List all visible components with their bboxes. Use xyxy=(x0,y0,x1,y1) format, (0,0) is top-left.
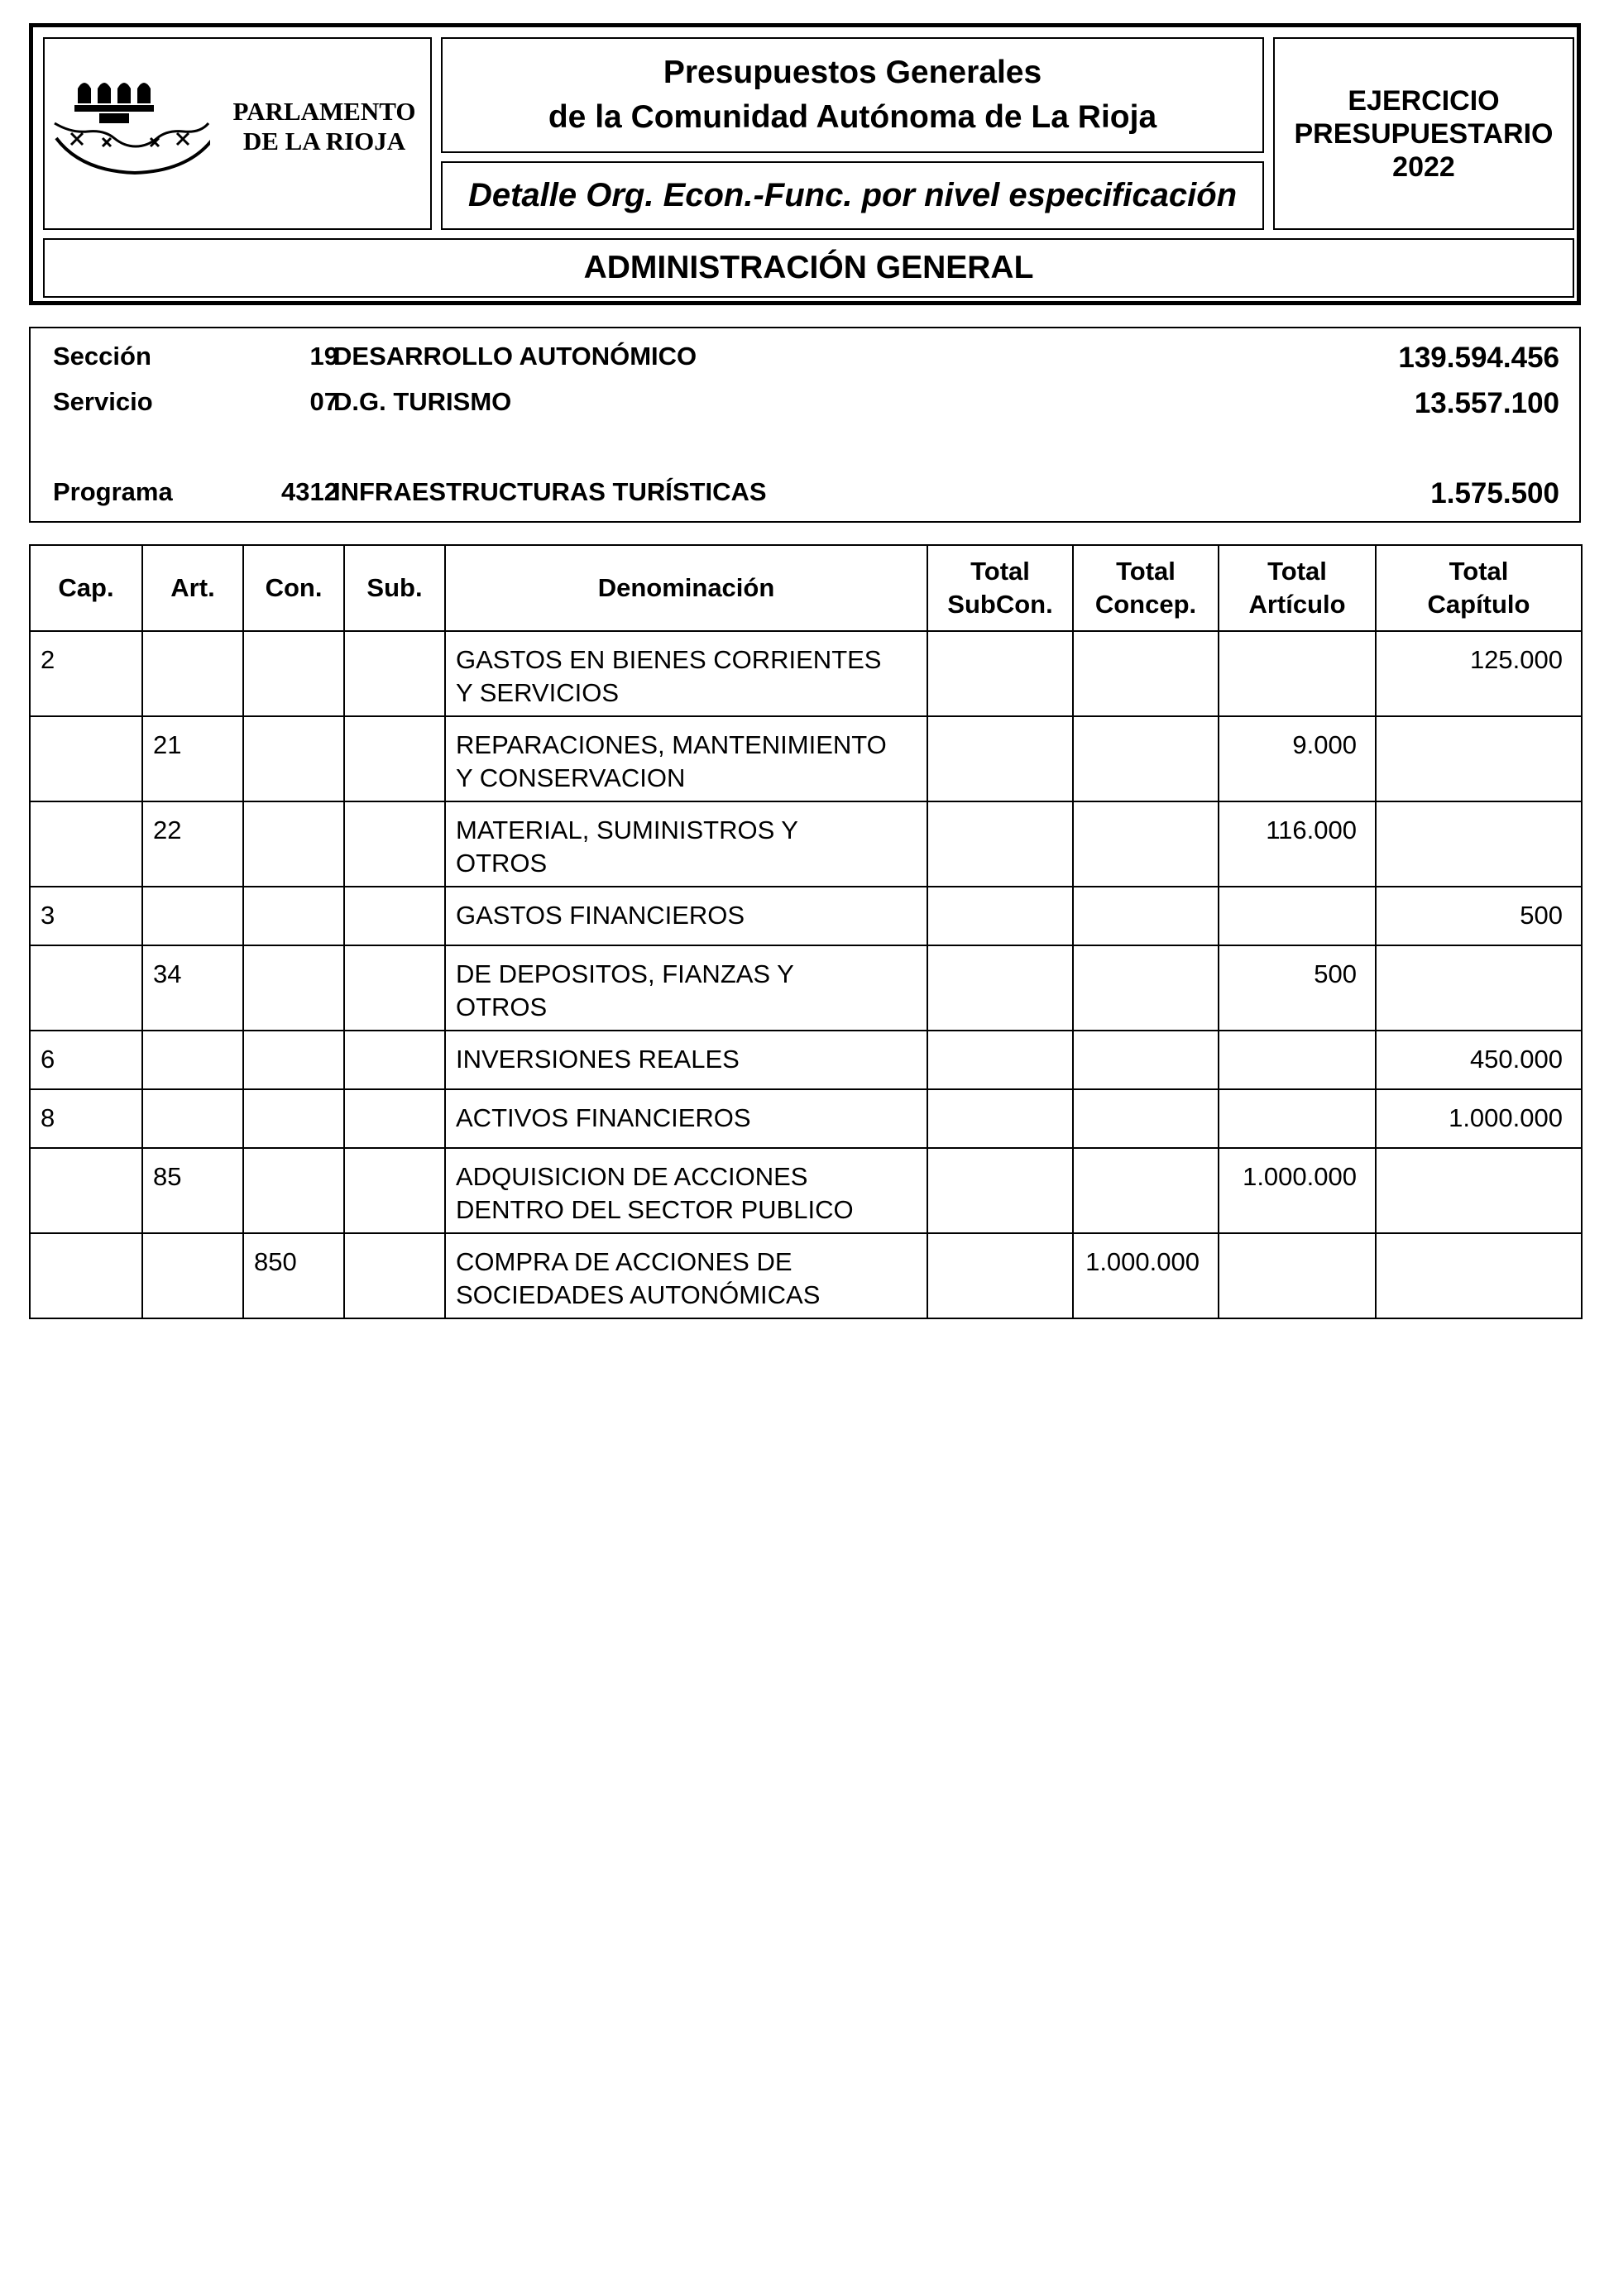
seccion-name: DESARROLLO AUTONÓMICO xyxy=(333,342,697,371)
cell-capitulo xyxy=(1376,801,1582,887)
cell-concep xyxy=(1073,1031,1219,1089)
budget-table xyxy=(29,544,1583,1319)
header-total-capitulo xyxy=(1376,545,1582,631)
table-row xyxy=(30,801,1582,887)
header-total-concep-line2: Concep. xyxy=(1094,590,1197,619)
header-sub: Sub. xyxy=(344,545,445,631)
denominacion-line1: REPARACIONES, MANTENIMIENTO xyxy=(456,730,887,759)
header-total-capitulo-line1: Total xyxy=(1449,557,1509,586)
servicio-row xyxy=(31,387,1579,420)
cell-cap xyxy=(30,801,142,887)
title-line2: de la Comunidad Autónoma de La Rioja xyxy=(548,99,1157,135)
cell-cap xyxy=(30,1148,142,1233)
document-title xyxy=(441,37,1264,153)
section-info xyxy=(29,327,1581,523)
cell-capitulo xyxy=(1376,1148,1582,1233)
cell-sub xyxy=(344,1148,445,1233)
denominacion-line1: DE DEPOSITOS, FIANZAS Y xyxy=(456,959,794,988)
denominacion-line2: OTROS xyxy=(456,849,548,878)
cell-cap xyxy=(30,945,142,1031)
table-row xyxy=(30,1233,1582,1318)
programa-code: 4312 xyxy=(281,477,338,506)
cell-articulo xyxy=(1219,1031,1376,1089)
header-total-articulo-line2: Artículo xyxy=(1248,590,1346,619)
cell-subcon xyxy=(927,945,1073,1031)
cell-con xyxy=(243,887,344,945)
cell-sub xyxy=(344,631,445,716)
denominacion-line1: GASTOS EN BIENES CORRIENTES xyxy=(456,645,882,674)
table-row xyxy=(30,716,1582,801)
cell-capitulo xyxy=(1376,1233,1582,1318)
cell-denominacion xyxy=(445,631,927,716)
servicio-code: 07 xyxy=(309,387,338,416)
cell-articulo: 1.000.000 xyxy=(1219,1148,1376,1233)
cell-cap xyxy=(30,1233,142,1318)
cell-cap: 6 xyxy=(30,1031,142,1089)
document-subtitle: Detalle Org. Econ.-Func. por nivel especificación xyxy=(441,161,1264,230)
year-value: 2022 xyxy=(1392,151,1455,183)
table-row xyxy=(30,887,1582,945)
cell-concep xyxy=(1073,1148,1219,1233)
programa-amount: 1.575.500 xyxy=(1430,477,1559,509)
table-header-row xyxy=(30,545,1582,631)
header-total-subcon xyxy=(927,545,1073,631)
header-total-subcon-line2: SubCon. xyxy=(947,590,1053,619)
cell-subcon xyxy=(927,1233,1073,1318)
cell-concep xyxy=(1073,716,1219,801)
header-total-articulo xyxy=(1219,545,1376,631)
cell-capitulo: 1.000.000 xyxy=(1376,1089,1582,1148)
cell-con xyxy=(243,801,344,887)
cell-sub xyxy=(344,945,445,1031)
cell-art: 22 xyxy=(142,801,243,887)
cell-concep: 1.000.000 xyxy=(1073,1233,1219,1318)
cell-concep xyxy=(1073,887,1219,945)
parlamento-emblem-icon xyxy=(53,72,210,196)
header-cap: Cap. xyxy=(30,545,142,631)
cell-cap: 8 xyxy=(30,1089,142,1148)
header-total-articulo-line1: Total xyxy=(1267,557,1327,586)
cell-articulo xyxy=(1219,887,1376,945)
cell-concep xyxy=(1073,801,1219,887)
denominacion-line2: SOCIEDADES AUTONÓMICAS xyxy=(456,1280,821,1309)
cell-cap: 3 xyxy=(30,887,142,945)
cell-capitulo: 125.000 xyxy=(1376,631,1582,716)
logo-text-line1: PARLAMENTO xyxy=(232,97,416,126)
cell-concep xyxy=(1073,631,1219,716)
cell-subcon xyxy=(927,1031,1073,1089)
servicio-name: D.G. TURISMO xyxy=(333,387,512,416)
cell-con xyxy=(243,1031,344,1089)
cell-sub xyxy=(344,887,445,945)
seccion-code: 19 xyxy=(309,342,338,371)
header-total-concep xyxy=(1073,545,1219,631)
denominacion-line2: Y CONSERVACION xyxy=(456,763,686,792)
title-line1: Presupuestos Generales xyxy=(663,55,1042,90)
cell-articulo xyxy=(1219,631,1376,716)
cell-art: 85 xyxy=(142,1148,243,1233)
denominacion-line2: OTROS xyxy=(456,993,548,1021)
denominacion-line1: COMPRA DE ACCIONES DE xyxy=(456,1247,793,1276)
cell-articulo xyxy=(1219,1233,1376,1318)
cell-denominacion xyxy=(445,716,927,801)
header-con: Con. xyxy=(243,545,344,631)
cell-denominacion xyxy=(445,1089,927,1148)
cell-cap: 2 xyxy=(30,631,142,716)
cell-sub xyxy=(344,1089,445,1148)
administration-title: ADMINISTRACIÓN GENERAL xyxy=(43,238,1574,298)
cell-art: 21 xyxy=(142,716,243,801)
cell-sub xyxy=(344,801,445,887)
cell-sub xyxy=(344,1031,445,1089)
cell-subcon xyxy=(927,1148,1073,1233)
year-label-line1: EJERCICIO xyxy=(1348,84,1500,117)
cell-subcon xyxy=(927,887,1073,945)
logo-box xyxy=(43,37,432,230)
seccion-amount: 139.594.456 xyxy=(1398,342,1559,374)
header-total-capitulo-line2: Capítulo xyxy=(1427,590,1530,619)
cell-art xyxy=(142,887,243,945)
cell-con xyxy=(243,631,344,716)
cell-sub xyxy=(344,1233,445,1318)
cell-denominacion xyxy=(445,1031,927,1089)
servicio-label: Servicio xyxy=(53,387,153,416)
denominacion-line1: GASTOS FINANCIEROS xyxy=(456,901,745,930)
cell-articulo: 9.000 xyxy=(1219,716,1376,801)
table-row xyxy=(30,1089,1582,1148)
cell-art xyxy=(142,631,243,716)
document-header xyxy=(29,23,1581,305)
servicio-amount: 13.557.100 xyxy=(1414,387,1559,419)
header-art: Art. xyxy=(142,545,243,631)
table-row xyxy=(30,1148,1582,1233)
denominacion-line1: MATERIAL, SUMINISTROS Y xyxy=(456,816,798,844)
cell-capitulo: 500 xyxy=(1376,887,1582,945)
cell-art xyxy=(142,1089,243,1148)
cell-art xyxy=(142,1031,243,1089)
cell-subcon xyxy=(927,631,1073,716)
cell-sub xyxy=(344,716,445,801)
cell-articulo: 116.000 xyxy=(1219,801,1376,887)
cell-articulo: 500 xyxy=(1219,945,1376,1031)
year-label-line2: PRESUPUESTARIO xyxy=(1294,117,1554,150)
logo-text xyxy=(217,97,432,156)
cell-denominacion xyxy=(445,801,927,887)
programa-name: INFRAESTRUCTURAS TURÍSTICAS xyxy=(333,477,767,506)
cell-subcon xyxy=(927,716,1073,801)
cell-concep xyxy=(1073,1089,1219,1148)
cell-con xyxy=(243,1148,344,1233)
denominacion-line1: ADQUISICION DE ACCIONES xyxy=(456,1162,808,1191)
logo-text-line2: DE LA RIOJA xyxy=(242,127,406,155)
cell-cap xyxy=(30,716,142,801)
cell-denominacion xyxy=(445,945,927,1031)
programa-label: Programa xyxy=(53,477,173,506)
programa-row xyxy=(31,477,1579,510)
cell-denominacion xyxy=(445,887,927,945)
cell-con xyxy=(243,945,344,1031)
table-row xyxy=(30,631,1582,716)
denominacion-line1: ACTIVOS FINANCIEROS xyxy=(456,1103,751,1132)
cell-articulo xyxy=(1219,1089,1376,1148)
cell-denominacion xyxy=(445,1148,927,1233)
denominacion-line2: DENTRO DEL SECTOR PUBLICO xyxy=(456,1195,854,1224)
cell-subcon xyxy=(927,801,1073,887)
cell-concep xyxy=(1073,945,1219,1031)
cell-art: 34 xyxy=(142,945,243,1031)
header-denominacion: Denominación xyxy=(445,545,927,631)
cell-con xyxy=(243,1089,344,1148)
seccion-row xyxy=(31,342,1579,375)
header-total-concep-line1: Total xyxy=(1116,557,1176,586)
cell-art xyxy=(142,1233,243,1318)
cell-subcon xyxy=(927,1089,1073,1148)
header-total-subcon-line1: Total xyxy=(970,557,1030,586)
denominacion-line2: Y SERVICIOS xyxy=(456,678,619,707)
table-row xyxy=(30,945,1582,1031)
cell-capitulo: 450.000 xyxy=(1376,1031,1582,1089)
denominacion-line1: INVERSIONES REALES xyxy=(456,1045,740,1074)
fiscal-year-box xyxy=(1273,37,1574,230)
cell-denominacion xyxy=(445,1233,927,1318)
cell-capitulo xyxy=(1376,945,1582,1031)
cell-con: 850 xyxy=(243,1233,344,1318)
table-row xyxy=(30,1031,1582,1089)
cell-con xyxy=(243,716,344,801)
cell-capitulo xyxy=(1376,716,1582,801)
seccion-label: Sección xyxy=(53,342,151,371)
